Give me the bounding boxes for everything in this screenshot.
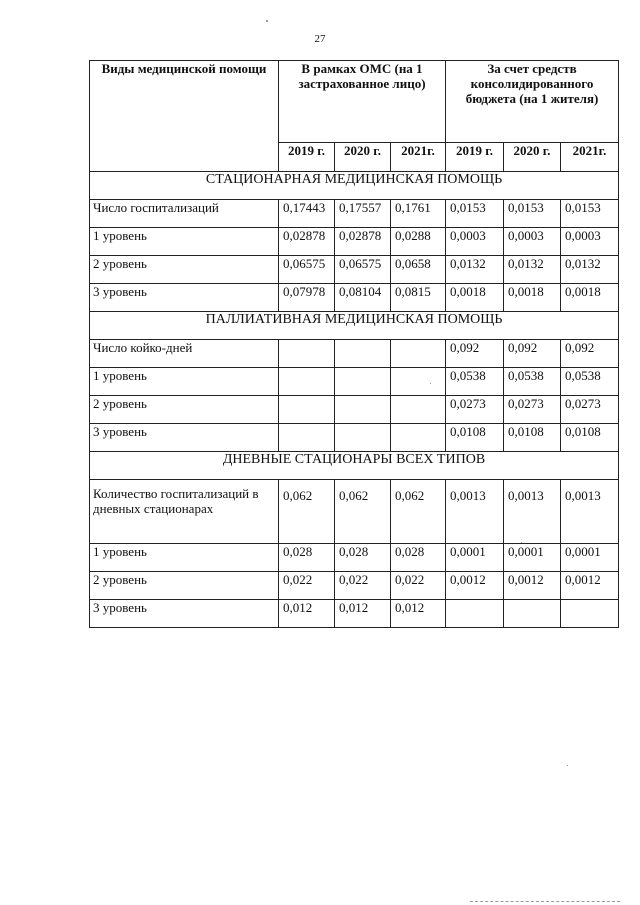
value-cell: 0,0815 bbox=[391, 284, 446, 312]
scan-speck bbox=[521, 542, 522, 543]
value-cell: 0,0538 bbox=[446, 368, 504, 396]
table-row bbox=[90, 424, 619, 452]
value-cell: 0,0003 bbox=[446, 228, 504, 256]
value-cell bbox=[279, 424, 335, 452]
value-cell: 0,0013 bbox=[446, 480, 504, 544]
value-cell: 0,17443 bbox=[279, 200, 335, 228]
value-cell: 0,0273 bbox=[561, 396, 619, 424]
value-cell: 0,1761 bbox=[391, 200, 446, 228]
value-cell bbox=[279, 396, 335, 424]
row-label: 3 уровень bbox=[90, 600, 279, 628]
value-cell: 0,0001 bbox=[561, 544, 619, 572]
row-label: 3 уровень bbox=[90, 424, 279, 452]
value-cell: 0,0538 bbox=[504, 368, 561, 396]
table-row bbox=[90, 368, 619, 396]
row-label: Число койко-дней bbox=[90, 340, 279, 368]
header-kind: Виды медицинской помощи bbox=[90, 61, 279, 172]
value-cell: 0,062 bbox=[335, 480, 391, 544]
table-row bbox=[90, 480, 619, 544]
value-cell: 0,0538 bbox=[561, 368, 619, 396]
value-cell: 0,0018 bbox=[446, 284, 504, 312]
value-cell bbox=[504, 600, 561, 628]
row-label: Число госпитализаций bbox=[90, 200, 279, 228]
header-year: 2020 г. bbox=[504, 143, 561, 172]
value-cell: 0,062 bbox=[279, 480, 335, 544]
scan-speck bbox=[430, 383, 431, 384]
table-row bbox=[90, 228, 619, 256]
value-cell: 0,012 bbox=[279, 600, 335, 628]
table-row bbox=[90, 572, 619, 600]
scan-speck bbox=[567, 765, 568, 766]
value-cell: 0,0012 bbox=[446, 572, 504, 600]
header-year: 2019 г. bbox=[279, 143, 335, 172]
row-label: 2 уровень bbox=[90, 256, 279, 284]
value-cell: 0,0108 bbox=[561, 424, 619, 452]
value-cell bbox=[391, 396, 446, 424]
value-cell: 0,022 bbox=[279, 572, 335, 600]
value-cell: 0,0108 bbox=[446, 424, 504, 452]
value-cell: 0,028 bbox=[335, 544, 391, 572]
value-cell: 0,0012 bbox=[561, 572, 619, 600]
section-row bbox=[90, 172, 619, 200]
value-cell bbox=[561, 600, 619, 628]
header-year: 2020 г. bbox=[335, 143, 391, 172]
value-cell: 0,092 bbox=[504, 340, 561, 368]
row-label: 1 уровень bbox=[90, 228, 279, 256]
medical-care-table bbox=[89, 60, 619, 628]
page-number: 27 bbox=[314, 33, 326, 45]
row-label: 1 уровень bbox=[90, 544, 279, 572]
table-row bbox=[90, 284, 619, 312]
value-cell: 0,022 bbox=[391, 572, 446, 600]
value-cell bbox=[391, 424, 446, 452]
value-cell bbox=[279, 368, 335, 396]
row-label: Количество госпитализаций в дневных стационарах bbox=[90, 480, 279, 544]
value-cell: 0,0013 bbox=[504, 480, 561, 544]
value-cell bbox=[391, 368, 446, 396]
value-cell bbox=[335, 368, 391, 396]
value-cell: 0,07978 bbox=[279, 284, 335, 312]
value-cell: 0,0001 bbox=[446, 544, 504, 572]
value-cell: 0,0273 bbox=[504, 396, 561, 424]
value-cell: 0,0153 bbox=[446, 200, 504, 228]
value-cell bbox=[446, 600, 504, 628]
table-row bbox=[90, 600, 619, 628]
value-cell: 0,17557 bbox=[335, 200, 391, 228]
header-year: 2021г. bbox=[391, 143, 446, 172]
value-cell: 0,0003 bbox=[561, 228, 619, 256]
row-label: 1 уровень bbox=[90, 368, 279, 396]
value-cell: 0,0018 bbox=[561, 284, 619, 312]
table-row bbox=[90, 340, 619, 368]
value-cell: 0,0132 bbox=[504, 256, 561, 284]
table-body bbox=[90, 172, 619, 628]
value-cell: 0,022 bbox=[335, 572, 391, 600]
value-cell: 0,028 bbox=[391, 544, 446, 572]
table-row bbox=[90, 256, 619, 284]
value-cell: 0,06575 bbox=[335, 256, 391, 284]
value-cell: 0,06575 bbox=[279, 256, 335, 284]
value-cell: 0,0153 bbox=[561, 200, 619, 228]
value-cell: 0,02878 bbox=[279, 228, 335, 256]
header-year: 2021г. bbox=[561, 143, 619, 172]
value-cell: 0,0001 bbox=[504, 544, 561, 572]
value-cell: 0,0013 bbox=[561, 480, 619, 544]
value-cell: 0,062 bbox=[391, 480, 446, 544]
value-cell bbox=[391, 340, 446, 368]
value-cell: 0,0658 bbox=[391, 256, 446, 284]
value-cell: 0,0132 bbox=[561, 256, 619, 284]
section-title: ДНЕВНЫЕ СТАЦИОНАРЫ ВСЕХ ТИПОВ bbox=[90, 452, 619, 480]
table-row bbox=[90, 200, 619, 228]
value-cell: 0,08104 bbox=[335, 284, 391, 312]
value-cell: 0,0153 bbox=[504, 200, 561, 228]
value-cell: 0,0003 bbox=[504, 228, 561, 256]
value-cell: 0,012 bbox=[335, 600, 391, 628]
value-cell bbox=[335, 424, 391, 452]
value-cell: 0,02878 bbox=[335, 228, 391, 256]
value-cell: 0,0018 bbox=[504, 284, 561, 312]
value-cell: 0,0288 bbox=[391, 228, 446, 256]
header-oms: В рамках ОМС (на 1 застрахованное лицо) bbox=[279, 61, 446, 143]
section-row bbox=[90, 312, 619, 340]
section-row bbox=[90, 452, 619, 480]
row-label: 3 уровень bbox=[90, 284, 279, 312]
section-title: ПАЛЛИАТИВНАЯ МЕДИЦИНСКАЯ ПОМОЩЬ bbox=[90, 312, 619, 340]
value-cell: 0,0108 bbox=[504, 424, 561, 452]
value-cell: 0,012 bbox=[391, 600, 446, 628]
row-label: 2 уровень bbox=[90, 572, 279, 600]
row-label: 2 уровень bbox=[90, 396, 279, 424]
scan-speck bbox=[266, 20, 268, 22]
table-row bbox=[90, 544, 619, 572]
value-cell: 0,0012 bbox=[504, 572, 561, 600]
table-row bbox=[90, 396, 619, 424]
value-cell bbox=[279, 340, 335, 368]
header-row bbox=[90, 61, 619, 143]
value-cell bbox=[335, 396, 391, 424]
footer-line bbox=[470, 901, 620, 902]
value-cell: 0,0273 bbox=[446, 396, 504, 424]
section-title: СТАЦИОНАРНАЯ МЕДИЦИНСКАЯ ПОМОЩЬ bbox=[90, 172, 619, 200]
value-cell: 0,0132 bbox=[446, 256, 504, 284]
header-budget: За счет средств консолидированного бюджета (на 1 жителя) bbox=[446, 61, 619, 143]
value-cell bbox=[335, 340, 391, 368]
value-cell: 0,092 bbox=[561, 340, 619, 368]
header-year: 2019 г. bbox=[446, 143, 504, 172]
value-cell: 0,092 bbox=[446, 340, 504, 368]
value-cell: 0,028 bbox=[279, 544, 335, 572]
